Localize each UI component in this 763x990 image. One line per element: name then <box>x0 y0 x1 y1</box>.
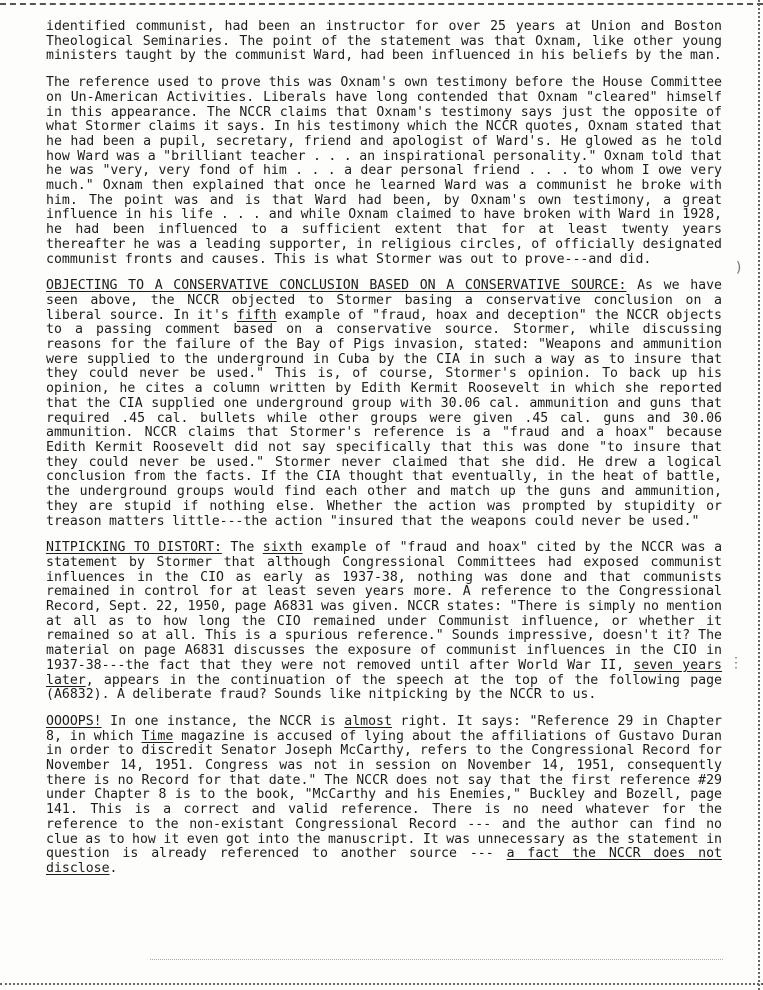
margin-pencil-marks: ) ⋮ <box>729 260 743 671</box>
underlined-text: NITPICKING TO DISTORT: <box>46 540 222 556</box>
body-text: As we have seen above, the NCCR objected to Stormer basing a conservative conclusion on a liberal source. In it's <box>46 278 722 323</box>
section-ooops <box>46 715 722 877</box>
right-edge-rule <box>758 0 760 990</box>
underlined-text: OOOOPS! <box>46 713 102 729</box>
body-text: , appears in the continuation of the speech at the top of the following page (A6832). A deliberate fraud? Sounds like nitpicking by the NCCR to us. <box>46 672 722 703</box>
body-text: In one instance, the NCCR is <box>101 713 345 729</box>
underlined-text: almost <box>344 713 392 729</box>
section-objecting-conservative-conclusion <box>46 279 722 529</box>
top-edge-rule <box>0 3 763 5</box>
section-nitpicking-to-distort <box>46 541 722 703</box>
underlined-text: seven years later <box>46 657 722 688</box>
bottom-edge-rule <box>0 983 763 985</box>
body-text: example of "fraud, hoax and deception" the NCCR objects to a passing comment based on a conservative source. Stormer, while discussing reasons for the failure of the Bay of Pigs invasion, stated: "Weapons and ammunition were supplied to the underground in Cuba by the CIA in such a way as to insure that they could never be used." This is, of course, Stormer's opinion. To back up his opinion, he cites a column written by Edith Kermit Roosevelt in which she reported that the CIA supplied one underground group with 30.06 cal. ammunition and guns that required .45 cal. bullets while other groups were given .45 cal. guns and 30.06 ammunition. NCCR claims that Stormer's reference is a "fraud and a hoax" because Edith Kermit Roosevelt did not say specifically that this was done "to insure that they could never be used." Stormer never claimed that she did. He drew a logical conclusion from the facts. If the CIA thought that eventually, in the heat of battle, the underground groups would find each other and match up the guns and ammunition, they are stupid if nothing else. Whether the action was prompted by stupidity or treason matters little---the action "insured that the weapons could never be used." <box>46 307 722 529</box>
underlined-text: Time <box>141 728 174 744</box>
body-text: . <box>109 860 118 876</box>
body-text: The reference used to prove this was Oxnam's own testimony before the House Committee on Un-American Activities. Liberals have long contended that Oxnam "cleared" himself in this appearance. The NCCR claims that Oxnam's testimony says just the opposite of what Stormer claims it says. In his testimony which the NCCR quotes, Oxnam stated that he had been a pupil, secretary, friend and apologist of Ward's. He glowed as he told how Ward was a "brilliant teacher . . . an inspirational personality." Oxnam told that he was "very, very fond of him . . . a dear personal friend . . . to whom I owe very much." Oxnam then explained that once he learned Ward was a communist he broke with him. The point was and is that Ward had been, by Oxnam's own testimony, a great influence in his life . . . and while Oxnam claimed to have broken with Ward in 1928, he had been influenced to a sufficient extent that for at least twenty years thereafter he was a leading supporter, in religious circles, of officially designated communist fronts and causes. This is what Stormer was out to prove---and did. <box>46 75 722 267</box>
body-text: The <box>221 540 263 556</box>
underlined-text: a fact the NCCR does not disclose <box>46 846 722 876</box>
body-text: magazine is accused of lying about the affiliations of Gustavo Duran in order to discredit Senator Joseph McCarthy, refers to the Congressional Record for November 14, 1951. Congress was not in session on November 14, 1951, consequently there is no Record for that date." The NCCR does not say that the first reference #29 under Chapter 8 is to the book, "McCarthy and his Enemies," Buckley and Bozell, page 141. This is a correct and valid reference. There is no need whatever for the reference to the non-existant Congressional Record --- and the author can find no clue as to how it even got into the manuscript. It was unnecessary as the statement in question is already referenced to another source --- <box>46 728 722 862</box>
body-text: identified communist, had been an instructor for over 25 years at Union and Boston Theological Seminaries. The point of the statement was that Oxnam, like other young ministers taught by the communist Ward, had been influenced in his beliefs by the man. <box>46 19 722 64</box>
paragraph <box>46 76 722 267</box>
body-text: example of "fraud and hoax" cited by the NCCR was a statement by Stormer that although Congressional Committees had exposed communist influences in the CIO as early as 1937-38, nothing was done and that communists remained in control for at least seven years more. A reference to the Congressional Record, Sept. 22, 1950, page A6831 was given. NCCR states: "There is simply no mention at all as to how long the CIO remained under Communist influence, or whether it remained so at all. This is a spurious reference." Sounds impressive, doesn't it? The material on page A6831 discusses the exposure of communist influences in the CIO in 1937-38---the fact that they were not removed until after World War II, <box>46 540 723 673</box>
underlined-text: OBJECTING TO A CONSERVATIVE CONCLUSION BASED ON A CONSERVATIVE SOURCE: <box>46 278 627 294</box>
underlined-text: sixth <box>262 540 303 556</box>
paragraph <box>46 20 722 64</box>
body-text: right. It says: "Reference 29 in Chapter 8, in which <box>46 713 722 744</box>
document-body <box>46 20 722 889</box>
footer-scan-noise <box>150 959 723 966</box>
underlined-text: fifth <box>236 307 277 323</box>
